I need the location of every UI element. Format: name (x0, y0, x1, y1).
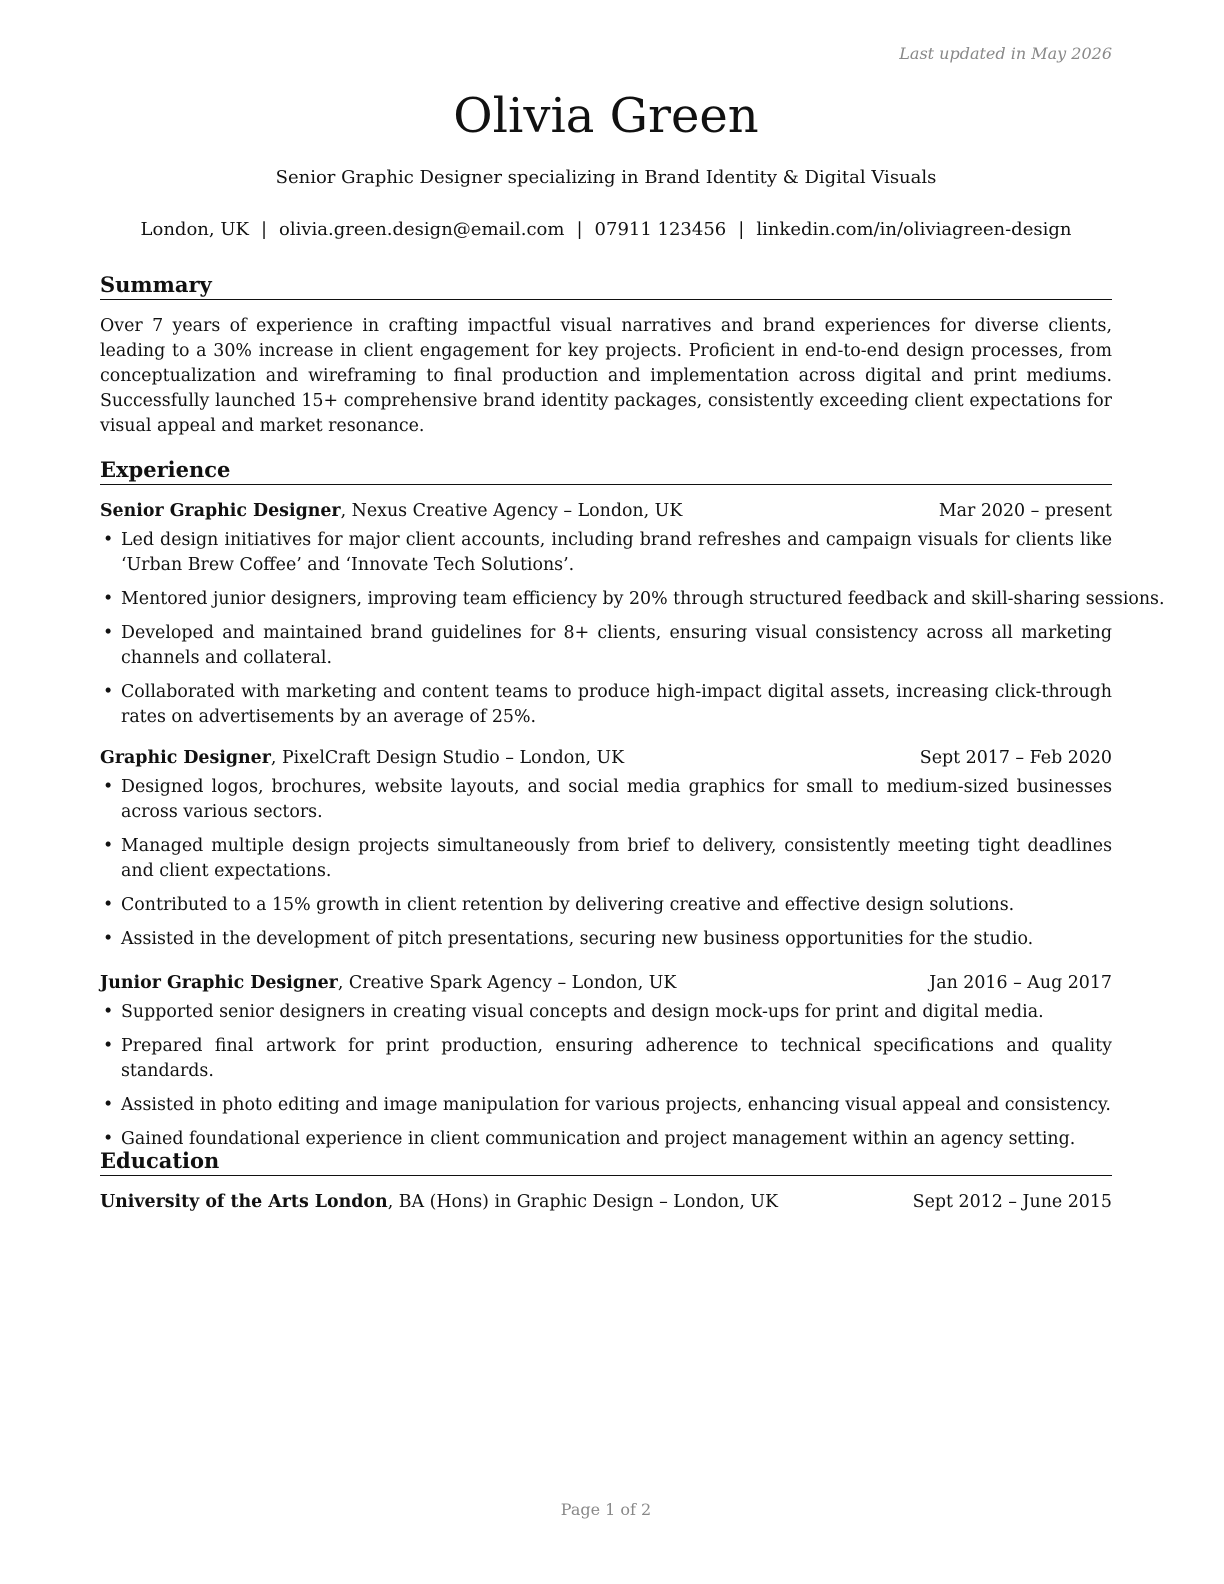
contact-email[interactable]: olivia.green.design@email.com (279, 219, 565, 240)
bullet-icon: • (103, 1002, 114, 1022)
list-item (100, 775, 1112, 825)
list-item (100, 1093, 1112, 1118)
bullet-text: Led design initiatives for major client accounts, including brand refreshes and campaign visuals for clients like ‘Urban Brew Coffee’ and ‘Innovate Tech Solutions’. (121, 530, 1112, 575)
bullet-icon: • (103, 777, 114, 797)
bullet-text: Gained foundational experience in client communication and project management within an agency setting. (121, 1129, 1076, 1149)
list-item (100, 1034, 1112, 1084)
bullet-icon: • (103, 929, 114, 949)
list-item (100, 893, 1112, 918)
job-role: Graphic Designer (100, 748, 271, 768)
contact-linkedin[interactable]: linkedin.com/in/oliviagreen-design (756, 219, 1072, 240)
job-dates: Jan 2016 – Aug 2017 (929, 973, 1112, 993)
job-bullet-list (100, 775, 1112, 952)
contact-phone: 07911 123456 (594, 219, 727, 240)
bullet-text: Prepared final artwork for print production, ensuring adherence to technical specifications and quality standards. (121, 1036, 1112, 1081)
bullet-text: Supported senior designers in creating visual concepts and design mock-ups for print and digital media. (121, 1002, 1044, 1022)
bullet-text: Assisted in the development of pitch presentations, securing new business opportunities for the studio. (121, 929, 1034, 949)
education-dates: Sept 2012 – June 2015 (912, 1192, 1112, 1212)
contact-separator: | (260, 219, 268, 240)
bullet-icon: • (103, 836, 114, 856)
job-entry (100, 971, 1112, 1161)
bullet-icon: • (103, 1036, 114, 1056)
education-degree: , BA (Hons) in Graphic Design – London, UK (387, 1192, 779, 1212)
job-bullet-list (100, 1000, 1112, 1152)
resume-page (100, 0, 1165, 1584)
job-role: Senior Graphic Designer (100, 501, 341, 521)
contact-separator: | (738, 219, 745, 240)
contact-location: London, UK (140, 219, 249, 240)
bullet-text: Collaborated with marketing and content teams to produce high-impact digital assets, increasing click-through rates on advertisements by an average of 25%. (121, 682, 1112, 727)
education-entry (100, 1190, 1112, 1215)
bullet-icon: • (103, 1095, 114, 1115)
list-item (100, 680, 1112, 730)
job-header (100, 499, 1112, 524)
page-indicator: Page 1 of 2 (560, 1500, 652, 1519)
job-dates: Sept 2017 – Feb 2020 (919, 748, 1112, 768)
job-entry (100, 499, 1165, 739)
bullet-icon: • (103, 589, 114, 609)
bullet-text: Managed multiple design projects simultaneously from brief to delivery, consistently meeting tight deadlines and client expectations. (121, 836, 1112, 881)
summary-text: Over 7 years of experience in crafting impactful visual narratives and brand experiences for diverse clients, leading to a 30% increase in client engagement for key projects. Proficient in end-to-end design processes, from conceptualization and wireframing to final production and implementation across digital and print mediums. Successfully launched 15+ comprehensive brand identity packages, consistently exceeding client expectations for visual appeal and market resonance. (100, 316, 1112, 436)
list-item (100, 1000, 1112, 1025)
list-item (100, 621, 1112, 671)
bullet-text: Assisted in photo editing and image manipulation for various projects, enhancing visual appeal and consistency. (121, 1095, 1111, 1115)
contact-separator: | (576, 219, 583, 240)
job-header (100, 746, 1112, 771)
bullet-text: Designed logos, brochures, website layouts, and social media graphics for small to medium-sized businesses across various sectors. (121, 777, 1112, 822)
bullet-icon: • (103, 530, 114, 550)
bullet-icon: • (103, 895, 114, 915)
bullet-icon: • (103, 1129, 114, 1149)
job-company: , PixelCraft Design Studio – London, UK (270, 748, 625, 768)
job-entry (100, 746, 1112, 961)
candidate-name: Olivia Green (453, 88, 759, 144)
contact-line (100, 219, 1112, 240)
last-updated-note: Last updated in May 2026 (899, 44, 1112, 63)
job-company: , Creative Spark Agency – London, UK (337, 973, 677, 993)
section-title-summary: Summary (100, 271, 1112, 300)
bullet-icon: • (103, 623, 114, 643)
list-item (100, 834, 1112, 884)
job-header (100, 971, 1112, 996)
list-item (100, 587, 1165, 612)
bullet-text: Mentored junior designers, improving team efficiency by 20% through structured feedback and skill-sharing sessions. (121, 589, 1165, 609)
candidate-tagline: Senior Graphic Designer specializing in Brand Identity & Digital Visuals (275, 167, 937, 188)
bullet-icon: • (103, 682, 114, 702)
education-header (100, 1190, 1112, 1215)
job-dates: Mar 2020 – present (938, 501, 1112, 521)
section-title-education: Education (100, 1147, 1112, 1176)
list-item (100, 528, 1112, 578)
section-title-experience: Experience (100, 456, 1112, 485)
job-bullet-list (100, 528, 1165, 730)
job-company: , Nexus Creative Agency – London, UK (340, 501, 683, 521)
education-institution: University of the Arts London (100, 1192, 388, 1212)
bullet-text: Contributed to a 15% growth in client retention by delivering creative and effective design solutions. (121, 895, 1015, 915)
bullet-text: Developed and maintained brand guidelines for 8+ clients, ensuring visual consistency across all marketing channels and collateral. (121, 623, 1112, 668)
job-role: Junior Graphic Designer (100, 973, 338, 993)
list-item (100, 927, 1112, 952)
